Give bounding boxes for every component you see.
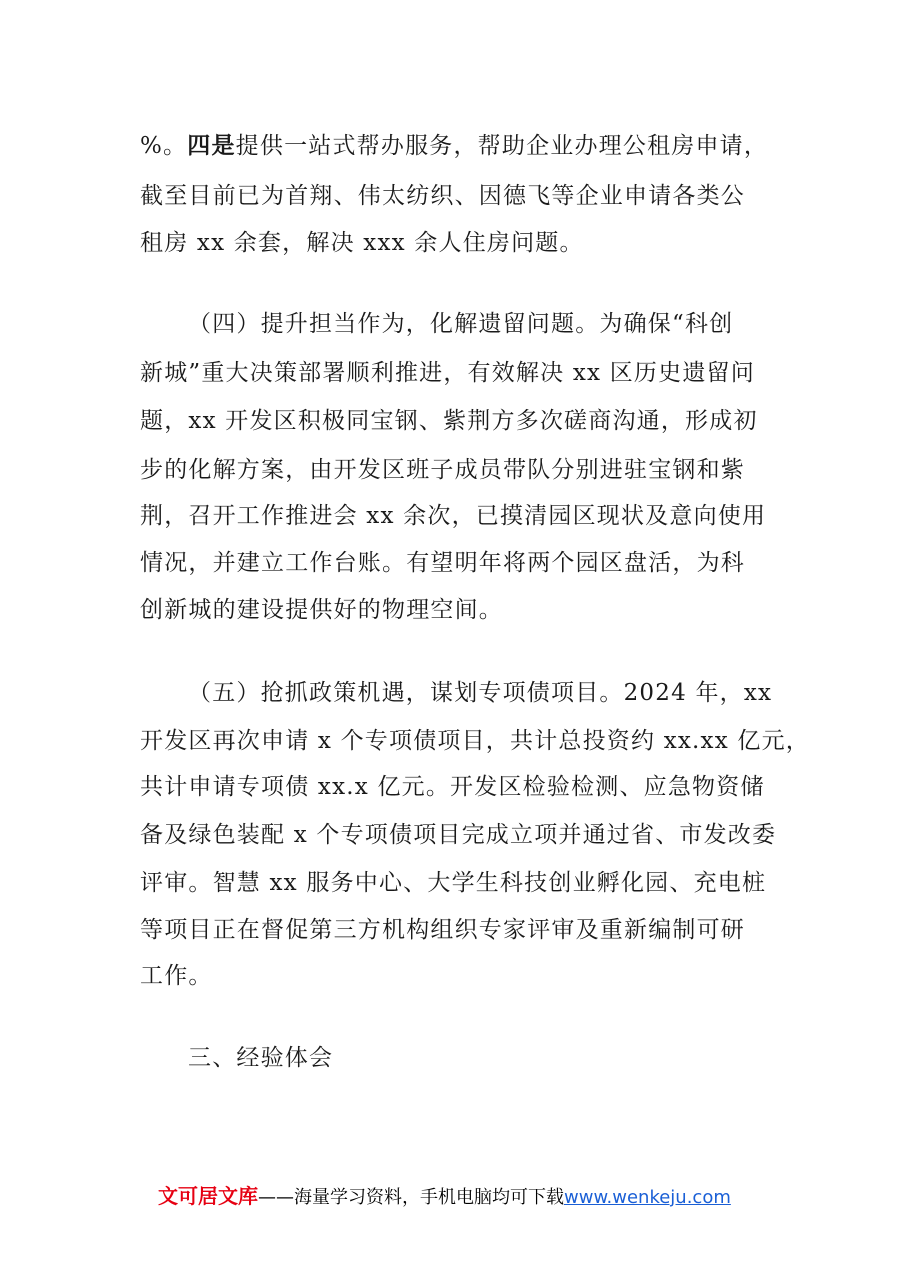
paragraph-1-line-2: 截至目前已为首翔、伟太纺织、因德飞等企业申请各类公 (140, 183, 745, 209)
section-heading: 三、经验体会 (188, 1045, 334, 1071)
footer-site-link[interactable]: www.wenkeju.com (564, 1187, 731, 1208)
paragraph-2-line-1: （四）提升担当作为，化解遗留问题。为确保“科创 (188, 311, 734, 337)
percent-prefix: %。 (140, 133, 188, 159)
paragraph-2-line-3: 题，xx 开发区积极同宝钢、紫荆方多次磋商沟通，形成初 (140, 408, 758, 434)
paragraph-2-line-5: 荆，召开工作推进会 xx 余次，已摸清园区现状及意向使用 (140, 503, 767, 529)
footer-slogan: ——海量学习资料，手机电脑均可下载 (258, 1187, 564, 1208)
paragraph-2-line-6: 情况，并建立工作台账。有望明年将两个园区盘活，为科 (140, 550, 745, 576)
footer-brand: 文可居文库 (158, 1184, 258, 1208)
paragraph-3-line-7: 工作。 (140, 963, 213, 989)
paragraph-3-line-2: 开发区再次申请 x 个专项债项目，共计总投资约 xx.xx 亿元， (140, 728, 811, 754)
paragraph-1-line-3: 租房 xx 余套，解决 xxx 余人住房问题。 (140, 230, 584, 256)
paragraph-2-line-4: 步的化解方案，由开发区班子成员带队分别进驻宝钢和紫 (140, 457, 745, 483)
paragraph-3-line-3: 共计申请专项债 xx.x 亿元。开发区检验检测、应急物资储 (140, 774, 765, 800)
footer-banner (158, 1182, 731, 1212)
line-1-text: 提供一站式帮办服务，帮助企业办理公租房申请， (235, 133, 769, 159)
paragraph-3-line-1: （五）抢抓政策机遇，谋划专项债项目。2024 年，xx (188, 680, 773, 706)
paragraph-3-line-5: 评审。智慧 xx 服务中心、大学生科技创业孵化园、充电桩 (140, 870, 767, 896)
paragraph-1-line-1 (140, 131, 768, 161)
paragraph-2-line-7: 创新城的建设提供好的物理空间。 (140, 597, 503, 623)
paragraph-3-line-6: 等项目正在督促第三方机构组织专家评审及重新编制可研 (140, 917, 745, 943)
paragraph-2-line-2: 新城”重大决策部署顺利推进，有效解决 xx 区历史遗留问 (140, 360, 755, 386)
bold-lead-phrase: 四是 (187, 133, 236, 159)
paragraph-3-line-4: 备及绿色装配 x 个专项债项目完成立项并通过省、市发改委 (140, 822, 777, 848)
